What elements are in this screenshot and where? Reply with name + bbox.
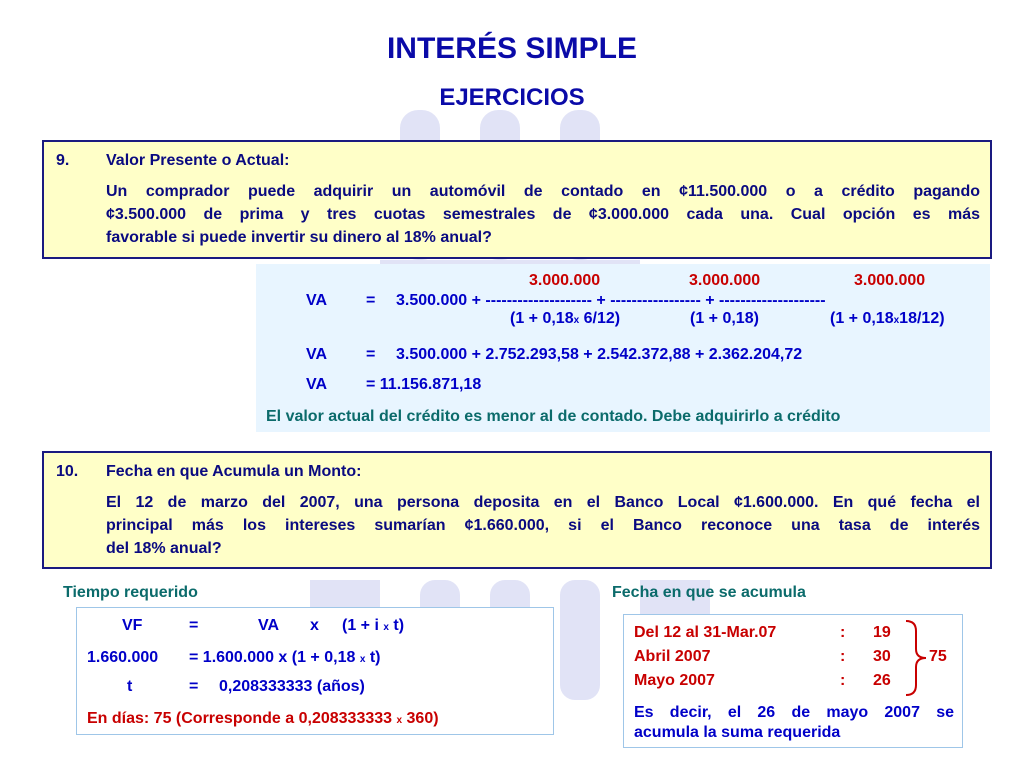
period-label: Mayo 2007 <box>634 672 715 689</box>
period-sep: : <box>840 624 846 641</box>
problem-text-line: Un comprador puede adquirir un automóvil de contado en ¢11.500.000 o a crédito pagando <box>106 183 980 200</box>
formula-expression: 3.500.000 + -------------------- + ----------------- + -------------------- <box>396 292 826 309</box>
formula-va: VA <box>258 617 280 634</box>
times-sign: x <box>359 654 366 665</box>
days-result: En días: 75 (Corresponde a 0,208333333 <box>87 710 393 727</box>
fecha-conclusion: acumula la suma requerida <box>634 724 841 741</box>
va-label: VA <box>306 346 328 363</box>
va-result: = 11.156.871,18 <box>366 376 482 393</box>
formula-term: t) <box>369 649 381 666</box>
period-sep: : <box>840 672 846 689</box>
formula-expression: = 1.600.000 x (1 + 0,18 <box>189 649 356 666</box>
va-label: VA <box>306 376 328 393</box>
problem-text-line: favorable si puede invertir su dinero al 18% anual? <box>106 229 492 246</box>
problem-number: 9. <box>56 152 70 169</box>
equals-sign: = <box>366 292 376 309</box>
page-subtitle: EJERCICIOS <box>439 84 585 111</box>
period-days: 30 <box>873 648 891 665</box>
va-label: VA <box>306 292 328 309</box>
period-label: Del 12 al 31-Mar.07 <box>634 624 777 641</box>
brace-icon <box>904 619 930 697</box>
formula-vf: VF <box>122 617 143 634</box>
fecha-conclusion: Es decir, el 26 de mayo 2007 se <box>634 704 954 721</box>
days-result: 360) <box>406 710 439 727</box>
times-sign: x <box>893 315 900 326</box>
denominator: (1 + 0,18 <box>830 310 894 327</box>
times-sign: x <box>310 617 319 634</box>
equals-sign: = <box>366 346 376 363</box>
equals-sign: = <box>189 678 199 695</box>
problem-text-line: ¢3.500.000 de prima y tres cuotas semestrales de ¢3.000.000 cada una. Cual opción es más <box>106 206 980 223</box>
formula-term: (1 + i <box>342 617 379 634</box>
denominator: (1 + 0,18) <box>690 310 759 327</box>
period-days: 19 <box>873 624 891 641</box>
times-sign: x <box>383 622 389 633</box>
fecha-box <box>623 614 963 748</box>
equals-sign: = <box>189 617 199 634</box>
problem-text-line: del 18% anual? <box>106 540 222 557</box>
formula-expression: 3.500.000 + 2.752.293,58 + 2.542.372,88 + 2.362.204,72 <box>396 346 803 363</box>
numerator: 3.000.000 <box>529 272 601 289</box>
problem-text-line: El 12 de marzo del 2007, una persona deposita en el Banco Local ¢1.600.000. En qué fecha el <box>106 494 980 511</box>
conclusion-text: El valor actual del crédito es menor al de contado. Debe adquirirlo a crédito <box>266 408 841 425</box>
formula-term: t) <box>393 617 405 634</box>
problem-heading: Valor Presente o Actual: <box>106 152 290 169</box>
problem-text-line: principal más los intereses sumarían ¢1.660.000, si el Banco reconoce una tasa de interés <box>106 517 980 534</box>
total-days: 75 <box>929 648 947 665</box>
times-sign: x <box>573 315 580 326</box>
numerator: 3.000.000 <box>689 272 761 289</box>
problem-number: 10. <box>56 463 79 480</box>
solution-9-panel <box>256 264 990 432</box>
denominator: 18/12) <box>899 310 945 327</box>
tiempo-heading: Tiempo requerido <box>63 584 198 601</box>
problem-10-box <box>42 451 992 569</box>
denominator: (1 + 0,18 <box>510 310 574 327</box>
period-sep: : <box>840 648 846 665</box>
fecha-heading: Fecha en que se acumula <box>612 584 806 601</box>
problem-9-box <box>42 140 992 259</box>
formula-value: 1.660.000 <box>87 649 159 666</box>
formula-t: t <box>127 678 133 695</box>
times-sign: x <box>396 715 403 726</box>
period-days: 26 <box>873 672 891 689</box>
page-title: INTERÉS SIMPLE <box>386 32 638 65</box>
denominator: 6/12) <box>579 310 621 327</box>
period-label: Abril 2007 <box>634 648 711 665</box>
formula-result: 0,208333333 (años) <box>219 678 365 695</box>
problem-heading: Fecha en que Acumula un Monto: <box>106 463 362 480</box>
numerator: 3.000.000 <box>854 272 926 289</box>
tiempo-box <box>76 607 554 735</box>
